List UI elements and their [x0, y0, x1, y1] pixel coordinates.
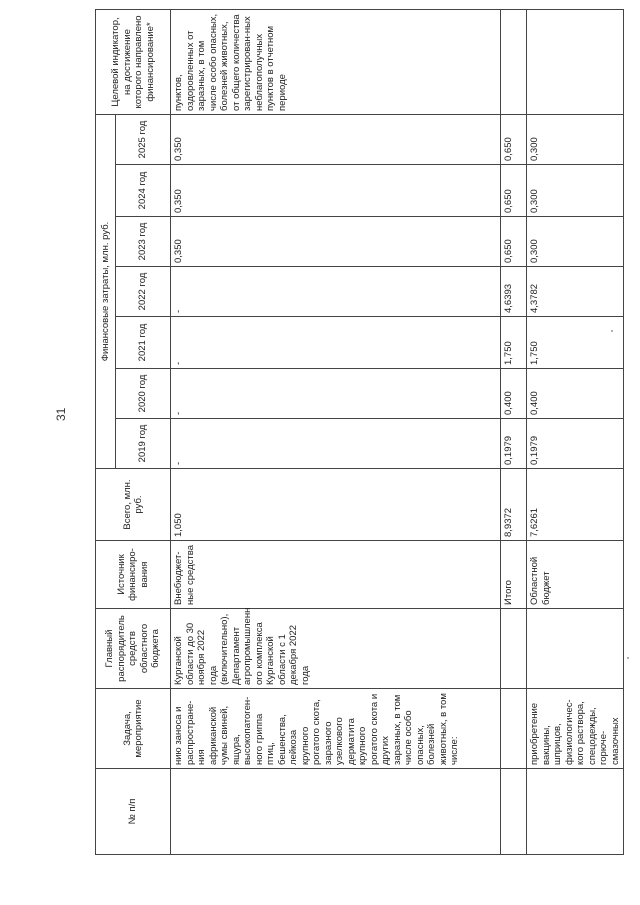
row-value-2025: 0,350	[171, 115, 501, 165]
row-value-2019: -	[171, 419, 501, 469]
row-task: приобретение вакцины, шприцов, физиологичес-кого раствора, спецодежды, горюче-смазочных	[527, 689, 624, 769]
row-source: Итого	[501, 541, 527, 609]
header-indicator: Целевой индикатор, на достижение которого направлено финансирование*	[96, 10, 171, 115]
row-value-2023: 0,350	[171, 217, 501, 267]
header-total: Всего, млн. руб.	[96, 469, 171, 541]
row-value-2019: 0,1979	[501, 419, 527, 469]
row-value-2024: 0,300	[527, 165, 624, 217]
row-value-2024: 0,650	[501, 165, 527, 217]
header-year-2022: 2022 год	[116, 267, 171, 317]
row-num	[171, 769, 501, 855]
row-value-2020: 0,400	[527, 369, 624, 419]
row-manager	[501, 609, 527, 689]
row-task: нию заноса и распростране-ния африканской чумы свиней, ящура, высокопатоген-ного гриппа птиц, бешенства, лейкоза крупного рогатого скота, заразного узелкового дерматита крупного рогатого скота и других заразных, в том числе особо опасных, болезней животных, в том числе:	[171, 689, 501, 769]
header-num: № п/п	[96, 769, 171, 855]
header-source: Источник финансиро-вания	[96, 541, 171, 609]
row-value-2025: 0,650	[501, 115, 527, 165]
header-year-2019: 2019 год	[116, 419, 171, 469]
row-task	[501, 689, 527, 769]
page-number: 31	[54, 407, 68, 421]
scan-speck	[627, 657, 629, 659]
header-manager: Главный распорядитель средств областного бюджета	[96, 609, 171, 689]
table-row	[171, 10, 501, 855]
table-row	[527, 10, 624, 855]
header-year-2025: 2025 год	[116, 115, 171, 165]
row-indicator	[527, 10, 624, 115]
header-year-2020: 2020 год	[116, 369, 171, 419]
row-value-2022: 4,6393	[501, 267, 527, 317]
header-row-top	[96, 10, 116, 855]
row-total: 1,050	[171, 469, 501, 541]
row-value-2019: 0,1979	[527, 419, 624, 469]
header-year-2023: 2023 год	[116, 217, 171, 267]
row-manager: Курганской области до 30 ноября 2022 года (включительно), Департамент агропромышленн ого комплекса Курганской области с 1 декабря 2022 года	[171, 609, 501, 689]
row-value-2023: 0,650	[501, 217, 527, 267]
row-total: 8,9372	[501, 469, 527, 541]
row-value-2021: 1,750	[501, 317, 527, 369]
row-num	[501, 769, 527, 855]
header-year-2024: 2024 год	[116, 165, 171, 217]
row-value-2021: 1,750	[527, 317, 624, 369]
row-indicator	[501, 10, 527, 115]
row-value-2020: -	[171, 369, 501, 419]
row-value-2020: 0,400	[501, 369, 527, 419]
row-total: 7,6261	[527, 469, 624, 541]
row-value-2023: 0,300	[527, 217, 624, 267]
row-value-2025: 0,300	[527, 115, 624, 165]
row-num	[527, 769, 624, 855]
rotated-table-wrapper	[95, 13, 621, 855]
row-manager	[527, 609, 624, 689]
row-value-2021: -	[171, 317, 501, 369]
row-value-2022: 4,3782	[527, 267, 624, 317]
row-indicator: пунктов, оздоровленных от заразных, в том числе особо опасных, болезней животных, от общего количества зарегистрирован-ных неблагополучных пунктов в отчетном периоде	[171, 10, 501, 115]
row-value-2022: -	[171, 267, 501, 317]
header-year-2021: 2021 год	[116, 317, 171, 369]
header-financial-costs: Финансовые затраты, млн. руб.	[96, 115, 116, 469]
row-source: Внебюджет-ные средства	[171, 541, 501, 609]
header-task: Задача, мероприятие	[96, 689, 171, 769]
row-source: Областной бюджет	[527, 541, 624, 609]
financing-table	[95, 9, 624, 855]
row-value-2024: 0,350	[171, 165, 501, 217]
table-row	[501, 10, 527, 855]
